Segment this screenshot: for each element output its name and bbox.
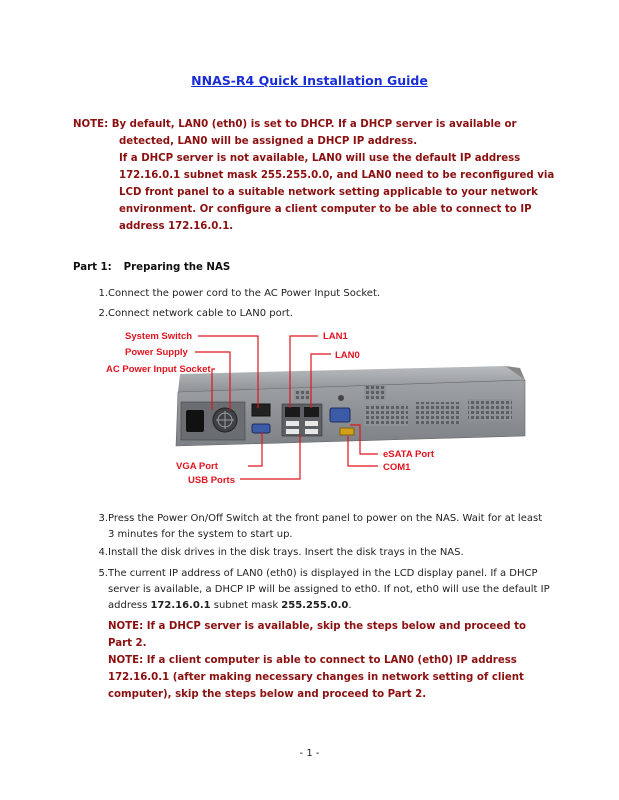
note-line-2: detected, LAN0 will be assigned a DHCP IP address. — [119, 136, 418, 147]
note-no-dhcp: If a DHCP server is not available, LAN0 will use the default IP address 172.16.0.1 subnet mask 255.255.0.0, and LAN0 need to be reconfigured via LCD front panel to a suitable network setting applicable to your network environment. Or configure a client computer to be able to connect to IP address 172.16.0.1. — [119, 153, 555, 232]
note-skip-if-client: NOTE: If a client computer is able to connect to LAN0 (eth0) IP address 172.16.0.1 (after making necessary changes in network setting of client computer), skip the steps below and proceed to Part 2. — [108, 655, 524, 700]
step-text: Connect the power cord to the AC Power Input Socket. — [108, 288, 381, 299]
page-title: NNAS-R4 Quick Installation Guide — [191, 73, 428, 88]
usb-port — [286, 421, 299, 426]
com1-port — [330, 408, 350, 422]
usb-port — [305, 429, 318, 434]
system-switch — [252, 404, 270, 416]
power-supply — [181, 402, 245, 440]
lan1-port — [285, 407, 300, 417]
step-number: 5. — [98, 568, 108, 579]
label-vga: VGA Port — [176, 461, 218, 472]
note-skip-if-dhcp: NOTE: If a DHCP server is available, skip the steps below and proceed to Part 2. — [108, 621, 526, 649]
step-number: 1. — [98, 288, 108, 299]
label-power-supply: Power Supply — [125, 347, 188, 358]
esata-port — [340, 428, 354, 435]
label-ac-power-input: AC Power Input Socket — [106, 364, 211, 375]
step-text — [108, 566, 550, 614]
step-text-part: . — [348, 600, 352, 611]
note-line-1: NOTE: By default, LAN0 (eth0) is set to DHCP. If a DHCP server is available or — [73, 119, 517, 130]
ac-power-socket — [186, 410, 204, 432]
part-title: Preparing the NAS — [123, 262, 231, 273]
step-text: Press the Power On/Off Switch at the front panel to power on the NAS. Wait for at least 3 minutes for the system to start up. — [108, 513, 543, 540]
default-ip: 172.16.0.1 — [150, 600, 211, 611]
step-number: 2. — [98, 308, 108, 319]
usb-port — [305, 421, 318, 426]
step-number: 4. — [98, 547, 108, 558]
io-port-block — [282, 404, 322, 436]
vga-port — [252, 424, 270, 433]
step-text: Install the disk drives in the disk trays. Insert the disk trays in the NAS. — [108, 547, 464, 558]
default-subnet-mask: 255.255.0.0 — [281, 600, 349, 611]
label-com1: COM1 — [383, 462, 411, 473]
label-system-switch: System Switch — [125, 331, 193, 342]
part-label: Part 1: — [73, 262, 112, 273]
step-text-part: subnet mask — [210, 600, 282, 611]
step-number: 3. — [98, 513, 108, 524]
note-default-dhcp — [73, 116, 573, 150]
label-esata: eSATA Port — [383, 449, 435, 460]
usb-port — [286, 429, 299, 434]
part-1-heading — [73, 262, 230, 273]
page-number: - 1 - — [299, 748, 320, 759]
step-3 — [90, 511, 550, 545]
step-text: Connect network cable to LAN0 port. — [108, 308, 293, 319]
label-lan0: LAN0 — [335, 350, 360, 361]
label-lan1: LAN1 — [323, 331, 348, 342]
step-5 — [90, 566, 550, 616]
lan0-port — [304, 407, 319, 417]
step-text-part: The current IP address of LAN0 (eth0) is displayed in the LCD display panel. If a DHCP server is available, a DHCP IP will be assigned to eth0. If not, eth0 will use the default IP address — [108, 568, 550, 611]
nas-rear-panel-diagram — [0, 320, 619, 495]
label-usb: USB Ports — [188, 475, 235, 486]
